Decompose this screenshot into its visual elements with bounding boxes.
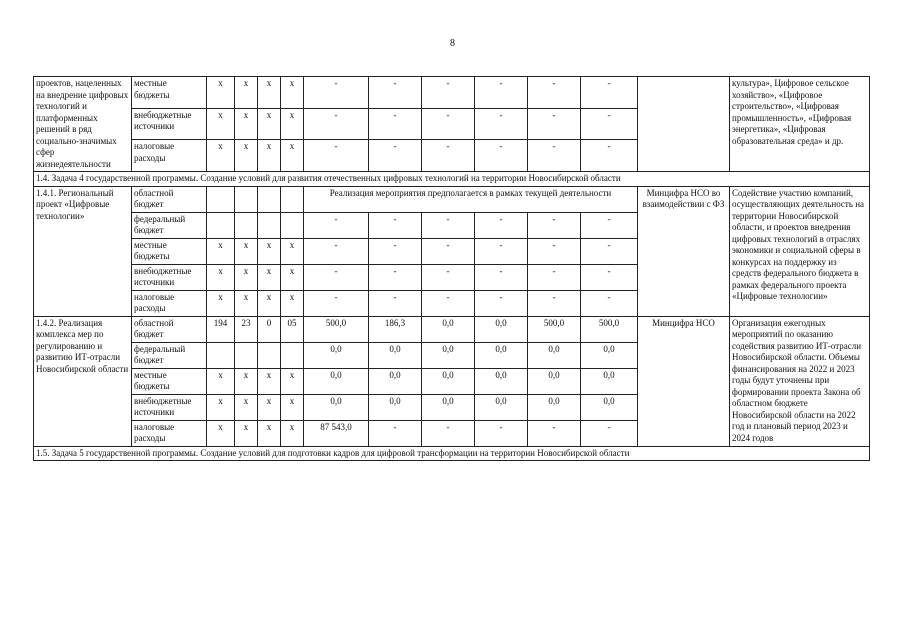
activity-name-cell: 1.4.1. Региональный проект «Цифровые технологии» [34, 186, 132, 316]
value-cell: 87 543,0 [304, 420, 369, 446]
value-cell: - [422, 77, 475, 109]
task-5-heading: 1.5. Задача 5 государственной программы. Создание условий для подготовки кадров для цифровой трансформации на территории Новосибирской области [34, 446, 870, 461]
code-cell: 0 [258, 316, 281, 342]
value-cell: - [581, 108, 638, 140]
value-cell: - [581, 264, 638, 290]
value-cell: - [528, 420, 581, 446]
value-cell: - [475, 77, 528, 109]
code-cell: х [258, 238, 281, 264]
funding-source-cell: местные бюджеты [132, 238, 207, 264]
table-row [34, 77, 870, 109]
activity-name-cell: 1.4.2. Реализация комплекса мер по регулированию и развитию ИТ-отрасли Новосибирской области [34, 316, 132, 446]
value-cell: - [528, 212, 581, 238]
executor-cell [638, 77, 730, 172]
value-cell: 0,0 [422, 368, 475, 394]
value-cell: 0,0 [475, 394, 528, 420]
value-cell: - [422, 238, 475, 264]
code-cell: х [258, 420, 281, 446]
value-cell: - [369, 212, 422, 238]
code-cell [235, 212, 258, 238]
value-cell: - [304, 212, 369, 238]
funding-source-cell: федеральный бюджет [132, 342, 207, 368]
funding-source-cell: налоговые расходы [132, 420, 207, 446]
value-cell: 500,0 [581, 316, 638, 342]
funding-source-cell: налоговые расходы [132, 290, 207, 316]
code-cell [207, 342, 235, 368]
value-cell: - [369, 420, 422, 446]
value-cell: - [528, 140, 581, 172]
code-cell: х [207, 368, 235, 394]
value-cell: 0,0 [422, 342, 475, 368]
value-cell: 500,0 [304, 316, 369, 342]
code-cell: х [207, 140, 235, 172]
code-cell: х [281, 290, 304, 316]
funding-source-cell: внебюджетные источники [132, 394, 207, 420]
funding-source-cell: местные бюджеты [132, 368, 207, 394]
value-cell: 0,0 [528, 342, 581, 368]
result-cell: Содействие участию компаний, осуществляющих деятельность на территории Новосибирской области, и проектов внедрения цифровых технологий в отраслях экономики и социальной сферы в конкурсах на поддержку из средств федерального бюджета в рамках федерального проекта «Цифровые технологии» [730, 186, 870, 316]
result-cell: Организация ежегодных мероприятий по оказанию содействия развитию ИТ-отрасли Новосибирской области. Объемы финансирования на 2022 и 2023 годы будут уточнены при формировании проекта Закона об областном бюджете Новосибирской области на 2022 год и плановый период 2023 и 2024 годов [730, 316, 870, 446]
code-cell: х [258, 77, 281, 109]
value-cell: 0,0 [422, 394, 475, 420]
code-cell [207, 186, 235, 212]
value-cell: - [369, 238, 422, 264]
code-cell: х [281, 77, 304, 109]
program-table [33, 76, 870, 461]
code-cell: х [207, 290, 235, 316]
code-cell: х [235, 420, 258, 446]
code-cell: х [281, 420, 304, 446]
value-cell: - [304, 77, 369, 109]
code-cell: х [258, 290, 281, 316]
code-cell: х [207, 77, 235, 109]
code-cell [235, 342, 258, 368]
value-cell: 0,0 [369, 394, 422, 420]
value-cell: - [528, 238, 581, 264]
code-cell: х [281, 238, 304, 264]
value-cell: - [475, 238, 528, 264]
value-cell: - [581, 290, 638, 316]
result-cell: культура», Цифровое сельское хозяйство», «Цифровое строительство», «Цифровая промышленность», «Цифровая энергетика», «Цифровая образовательная среда» и др. [730, 77, 870, 172]
value-cell: - [304, 140, 369, 172]
value-cell: - [475, 290, 528, 316]
value-cell: - [422, 264, 475, 290]
value-cell: - [304, 238, 369, 264]
value-cell: - [581, 140, 638, 172]
value-cell: - [528, 264, 581, 290]
value-cell: 0,0 [475, 342, 528, 368]
code-cell: х [258, 108, 281, 140]
code-cell: х [235, 264, 258, 290]
executor-cell: Минцифра НСО [638, 316, 730, 446]
code-cell: х [235, 77, 258, 109]
table-row [34, 186, 870, 212]
value-cell: 186,3 [369, 316, 422, 342]
value-cell: - [369, 290, 422, 316]
value-cell: 0,0 [369, 342, 422, 368]
value-cell: - [475, 212, 528, 238]
code-cell: х [258, 394, 281, 420]
value-cell: - [581, 420, 638, 446]
code-cell: х [207, 420, 235, 446]
code-cell [258, 342, 281, 368]
value-cell: - [528, 108, 581, 140]
funding-source-cell: внебюджетные источники [132, 264, 207, 290]
value-cell: 0,0 [581, 394, 638, 420]
table-row [34, 316, 870, 342]
code-cell: х [235, 108, 258, 140]
value-cell: 0,0 [475, 316, 528, 342]
funding-source-cell: налоговые расходы [132, 140, 207, 172]
code-cell: х [281, 394, 304, 420]
value-cell: 0,0 [581, 368, 638, 394]
value-cell: - [475, 108, 528, 140]
task-row [34, 446, 870, 461]
code-cell [235, 186, 258, 212]
code-cell: 23 [235, 316, 258, 342]
value-cell: - [369, 140, 422, 172]
value-cell: 0,0 [422, 316, 475, 342]
code-cell: х [235, 394, 258, 420]
value-cell: - [528, 290, 581, 316]
code-cell: х [281, 108, 304, 140]
value-cell: - [304, 108, 369, 140]
value-cell: - [304, 290, 369, 316]
code-cell [281, 342, 304, 368]
value-cell: - [369, 264, 422, 290]
value-cell: 0,0 [304, 368, 369, 394]
funding-source-cell: федеральный бюджет [132, 212, 207, 238]
activity-name-cell: проектов, нацеленных на внедрение цифровых технологий и платформенных решений в ряд социально-значимых сфер жизнедеятельности [34, 77, 132, 172]
funding-source-cell: областной бюджет [132, 186, 207, 212]
code-cell: х [235, 290, 258, 316]
value-cell: - [422, 140, 475, 172]
value-cell: - [581, 212, 638, 238]
funding-source-cell: областной бюджет [132, 316, 207, 342]
code-cell: х [207, 394, 235, 420]
value-cell: 0,0 [528, 368, 581, 394]
code-cell: х [281, 368, 304, 394]
value-cell: - [581, 77, 638, 109]
code-cell: х [207, 238, 235, 264]
code-cell: 194 [207, 316, 235, 342]
value-cell: 500,0 [528, 316, 581, 342]
page-number: 8 [450, 38, 455, 49]
value-cell: - [369, 108, 422, 140]
code-cell: х [258, 368, 281, 394]
code-cell: х [281, 140, 304, 172]
code-cell [207, 212, 235, 238]
value-cell: - [475, 264, 528, 290]
code-cell: 05 [281, 316, 304, 342]
value-cell: - [475, 420, 528, 446]
code-cell: х [207, 108, 235, 140]
value-cell: 0,0 [581, 342, 638, 368]
code-cell [258, 186, 281, 212]
code-cell: х [235, 238, 258, 264]
value-cell: - [422, 108, 475, 140]
code-cell: х [258, 264, 281, 290]
code-cell: х [207, 264, 235, 290]
value-cell: 0,0 [304, 394, 369, 420]
executor-cell: Минцифра НСО во взаимодействии с ФЗ [638, 186, 730, 316]
value-cell: 0,0 [475, 368, 528, 394]
code-cell: х [281, 264, 304, 290]
value-cell: - [422, 212, 475, 238]
value-cell: 0,0 [304, 342, 369, 368]
code-cell: х [258, 140, 281, 172]
code-cell [258, 212, 281, 238]
value-cell: 0,0 [528, 394, 581, 420]
funding-source-cell: местные бюджеты [132, 77, 207, 109]
code-cell: х [235, 368, 258, 394]
value-cell: - [304, 264, 369, 290]
value-cell: - [528, 77, 581, 109]
task-4-heading: 1.4. Задача 4 государственной программы. Создание условий для развития отечественных цифровых технологий на территории Новосибирской области [34, 172, 870, 187]
value-cell: - [422, 420, 475, 446]
task-row [34, 172, 870, 187]
note-cell: Реализация мероприятия предполагается в рамках текущей деятельности [304, 186, 638, 212]
value-cell: - [581, 238, 638, 264]
funding-source-cell: внебюджетные источники [132, 108, 207, 140]
code-cell [281, 186, 304, 212]
value-cell: - [369, 77, 422, 109]
value-cell: 0,0 [369, 368, 422, 394]
value-cell: - [422, 290, 475, 316]
code-cell [281, 212, 304, 238]
code-cell: х [235, 140, 258, 172]
value-cell: - [475, 140, 528, 172]
